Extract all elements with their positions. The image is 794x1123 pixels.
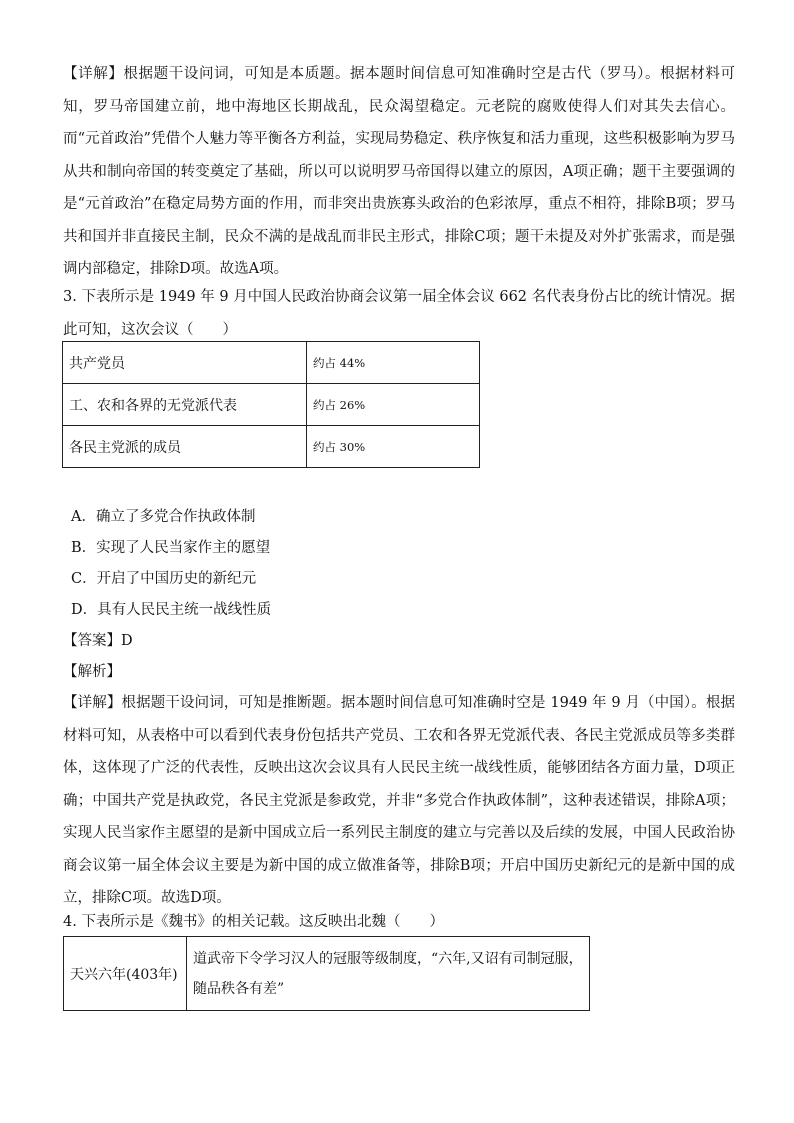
table-cell-identity: 工、农和各界的无党派代表 xyxy=(63,384,307,426)
table-row xyxy=(63,426,480,468)
q3-option-b: B．实现了人民当家作主的愿望 xyxy=(71,540,271,556)
q3-option-d: D．具有人民民主统一战线性质 xyxy=(71,602,272,618)
table-cell-record: 道武帝下令学习汉人的冠服等级制度，“六年,又诏有司制冠服，随品秩各有差” xyxy=(187,937,590,1011)
q4-record-table xyxy=(63,936,590,1011)
table-cell-ratio: 约占 44% xyxy=(307,342,480,384)
table-cell-identity: 共产党员 xyxy=(63,342,307,384)
table-cell-ratio: 约占 26% xyxy=(307,384,480,426)
table-cell-year: 天兴六年(403年) xyxy=(64,937,187,1011)
q3-option-c: C．开启了中国历史的新纪元 xyxy=(71,571,257,587)
q2-detail-paragraph: 【详解】根据题干设问词，可知是本质题。据本题时间信息可知准确时空是古代（罗马）。根据材料可知，罗马帝国建立前，地中海地区长期战乱，民众渴望稳定。元老院的腐败使得人们对其失去信心。而“元首政治”凭借个人魅力等平衡各方利益，实现局势稳定、秩序恢复和活力重现，这些积极影响为罗马从共和制向帝国的转变奠定了基础，所以可以说明罗马帝国得以建立的原因，A项正确；题干主要强调的是“元首政治”在稳定局势方面的作用，而非突出贵族寡头政治的色彩浓厚，重点不相符，排除B项；罗马共和国并非直接民主制，民众不满的是战乱而非民主形式，排除C项；题干未提及对外扩张需求，而是强调内部稳定，排除D项。故选A项。 xyxy=(63,66,735,277)
q3-delegate-table xyxy=(62,341,480,468)
q3-question-stem: 3. 下表所示是 1949 年 9 月中国人民政治协商会议第一届全体会议 662 名代表身份占比的统计情况。据此可知，这次会议（ ） xyxy=(63,289,735,338)
q4-question-stem: 4. 下表所示是《魏书》的相关记载。这反映出北魏（ ） xyxy=(63,914,444,930)
table-cell-ratio: 约占 30% xyxy=(307,426,480,468)
table-row xyxy=(64,937,590,1011)
table-row xyxy=(63,342,480,384)
table-cell-identity: 各民主党派的成员 xyxy=(63,426,307,468)
q3-detail-paragraph: 【详解】根据题干设问词，可知是推断题。据本题时间信息可知准确时空是 1949 年 9 月（中国）。根据材料可知，从表格中可以看到代表身份包括共产党员、工农和各界无党派代表、各民主党派成员等多类群体，这体现了广泛的代表性，反映出这次会议具有人民民主统一战线性质，能够团结各方面力量，D项正确；中国共产党是执政党，各民主党派是参政党，并非“多党合作执政体制”，这种表述错误，排除A项；实现人民当家作主愿望的是新中国成立后一系列民主制度的建立与完善以及后续的发展，中国人民政治协商会议第一届全体会议主要是为新中国的成立做准备等，排除B项；开启中国历史新纪元的是新中国的成立，排除C项。故选D项。 xyxy=(63,695,735,906)
table-row xyxy=(63,384,480,426)
q3-answer: 【答案】D xyxy=(63,633,133,649)
q3-option-a: A．确立了多党合作执政体制 xyxy=(71,509,256,525)
q3-analysis-label: 【解析】 xyxy=(63,664,121,680)
